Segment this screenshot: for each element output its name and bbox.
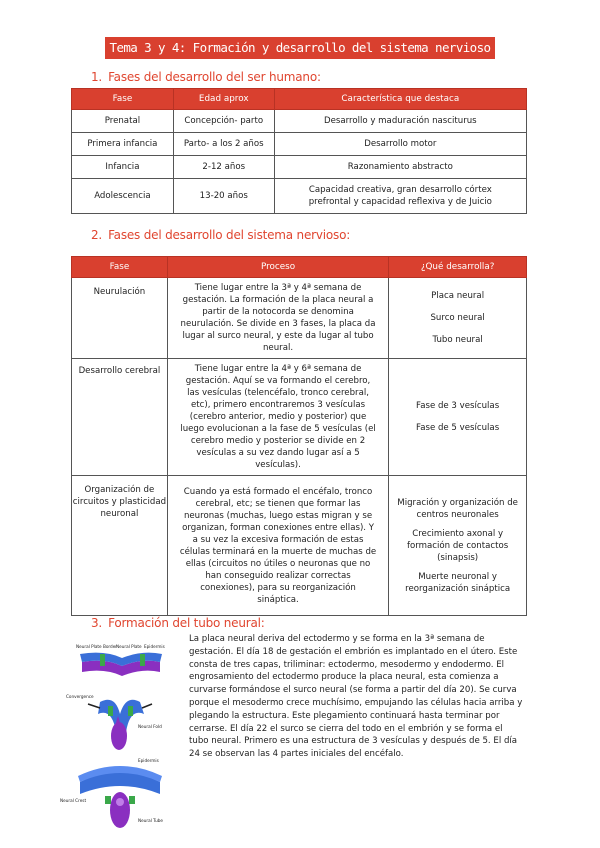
column-header: Fase [72,257,168,278]
stage-neural-plate [80,653,162,676]
desarrolla-item: Fase de 5 vesículas [416,423,500,433]
section3-paragraph: La placa neural deriva del ectodermo y se forma en la 3ª semana de gestación. El día 18 de gestación el embrión es implantado en el útero. Este consta de tres capas, triliminar: ectodermo, mesodermo y endodermo. El engrosamiento del ectodermo produce la placa neural, esta comienza a curvarse formándose el surco neural (se forma a partir del día 20). Se curva porque el mesodermo crece muchísimo, empujando las células hacia arriba y plegando la estructura. Este plegamiento continuará hasta terminar por cerrarse. El día 22 el surco se cierra del todo en el embrión y se forma el tubo neural. Primero es una estructura de 3 vesículas y después de 5. El día 24 se observan las 4 partes iniciales del encéfalo. [189,634,523,760]
table-row [72,179,527,214]
table-header-row [72,89,527,110]
figure-label: Neural Plate [116,644,142,649]
cell-fase: Adolescencia [72,179,174,214]
figure-label: Neural Fold [138,724,162,729]
section2-heading-text: Fases del desarrollo del sistema nervioso: [108,228,351,242]
cell-edad: 13-20 años [173,179,274,214]
cell-caracteristica: Desarrollo motor [274,133,526,156]
column-header: Proceso [167,257,388,278]
cell-fase: Primera infancia [72,133,174,156]
figure-label: Neural Tube [138,818,163,823]
column-header: Fase [72,89,174,110]
cell-edad: Parto- a los 2 años [173,133,274,156]
title-wrap [0,37,600,59]
desarrolla-item: Fase de 3 vesículas [416,401,500,411]
section2-number: 2. [91,228,103,242]
section2-heading [91,228,350,242]
cell-fase: Prenatal [72,110,174,133]
cell-caracteristica: Desarrollo y maduración nasciturus [274,110,526,133]
desarrolla-item: Surco neural [430,313,485,323]
cell-fase: Desarrollo cerebral [72,359,168,476]
cell-edad: Concepción- parto [173,110,274,133]
section3-heading [91,616,265,630]
table-row [72,110,527,133]
cell-proceso: Cuando ya está formado el encéfalo, tronco cerebral, etc; se tienen que formar las neuronas (muchas, luego estas migran y se organizan, forman conexiones entre ellas). Y a su vez la excesiva formación de estas células terminará en la muerte de muchas de ellas (circuitos no útiles o neuronas que no han conseguido realizar correctas conexiones), para su reorganización sináptica. [167,476,388,616]
cell-fase: Infancia [72,156,174,179]
table-row [72,278,527,359]
desarrolla-item: Migración y organización de centros neuronales [397,497,518,520]
figure-label: Neural Crest [60,798,87,803]
column-header: Característica que destaca [274,89,526,110]
cell-caracteristica: Razonamiento abstracto [274,156,526,179]
table-header-row [72,257,527,278]
section1-heading [91,70,321,84]
figure-label: Convergence [66,694,94,699]
cell-edad: 2-12 años [173,156,274,179]
cell-desarrolla [389,278,527,359]
page-title: Tema 3 y 4: Formación y desarrollo del sistema nervioso [105,37,496,59]
desarrolla-item: Crecimiento axonal y formación de contactos (sinapsis) [407,528,509,563]
table-row [72,359,527,476]
neural-tube-figure [60,632,185,832]
column-header: Edad aprox [173,89,274,110]
section1-heading-text: Fases del desarrollo del ser humano: [108,70,321,84]
table-fases-desarrollo-humano [71,88,527,214]
cell-fase: Neurulación [72,278,168,359]
cell-proceso: Tiene lugar entre la 4ª y 6ª semana de gestación. Aquí se va formando el cerebro, las vesículas (telencéfalo, tronco cerebral, etc), primero encontraremos 3 vesículas (cerebro anterior, medio y posterior) que luego evolucionan a la fase de 5 vesículas (el cerebro medio y posterior se divide en 2 vesículas a su vez dando lugar así a 5 vesículas). [167,359,388,476]
table-fases-sistema-nervioso [71,256,527,616]
table-row [72,476,527,616]
cell-caracteristica: Capacidad creativa, gran desarrollo córtex prefrontal y capacidad reflexiva y de Juicio [274,179,526,214]
desarrolla-item: Muerte neuronal y reorganización sináptica [405,571,511,594]
cell-desarrolla [389,359,527,476]
figure-label: Epidermis [144,644,165,649]
cell-fase: Organización de circuitos y plasticidad neuronal [72,476,168,616]
section3-number: 3. [91,616,103,630]
column-header: ¿Qué desarrolla? [389,257,527,278]
cell-desarrolla [389,476,527,616]
figure-label: Neural Plate Border [76,644,117,649]
desarrolla-item: Tubo neural [432,335,483,345]
table-row [72,133,527,156]
cell-proceso: Tiene lugar entre la 3ª y 4ª semana de gestación. La formación de la placa neural a partir de la notocorda se denomina neurulación. Se divide en 3 fases, la placa da lugar al surco neural, y este da lugar al tubo neural. [167,278,388,359]
section3-heading-text: Formación del tubo neural: [108,616,265,630]
table-row [72,156,527,179]
section1-number: 1. [91,70,103,84]
figure-label: Epidermis [138,758,159,763]
desarrolla-item: Placa neural [431,291,485,301]
